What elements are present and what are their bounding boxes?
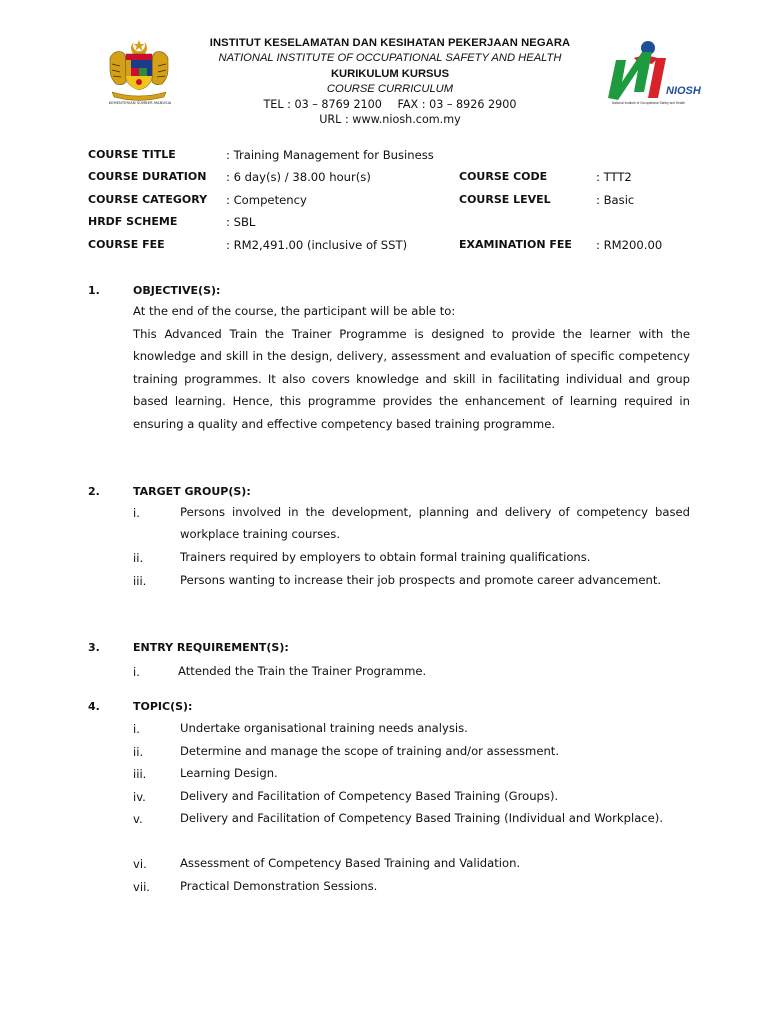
topic-item-number: ii. bbox=[133, 745, 144, 759]
topic-item-text: Delivery and Facilitation of Competency Based Training (Individual and Workplace). bbox=[180, 811, 664, 825]
objectives-body: This Advanced Train the Trainer Programme is designed to provide the learner with the knowledge and skill in the design, delivery, assessment and evaluation of specific competency training programmes. It also covers knowledge and skill in facilitating individual and group based learning. Hence, this programme provides the enhancement of learning required in ensuring a quality and effective competency based training programme. bbox=[133, 326, 690, 431]
topic-item-number: vi. bbox=[133, 857, 147, 871]
course-level-label: COURSE LEVEL bbox=[459, 193, 551, 206]
hrdf-scheme-label: HRDF SCHEME bbox=[88, 215, 178, 228]
examination-fee-value: : RM200.00 bbox=[596, 238, 663, 252]
objectives-paragraph bbox=[133, 300, 690, 436]
course-duration-label: COURSE DURATION bbox=[88, 170, 207, 183]
topic-item-number: vii. bbox=[133, 880, 150, 894]
target-item-number: ii. bbox=[133, 551, 144, 565]
target-item-number: i. bbox=[133, 506, 140, 520]
topic-item-text: Undertake organisational training needs analysis. bbox=[180, 721, 468, 735]
topic-item-number: iv. bbox=[133, 790, 146, 804]
topic-item-number: iii. bbox=[133, 767, 147, 781]
target-item-text: Persons involved in the development, planning and delivery of competency based workplace training courses. bbox=[180, 505, 690, 542]
course-category-label: COURSE CATEGORY bbox=[88, 193, 208, 206]
section-objectives-number: 1. bbox=[88, 284, 100, 297]
document-header bbox=[200, 36, 580, 128]
examination-fee-label: EXAMINATION FEE bbox=[459, 238, 572, 251]
course-fee-label: COURSE FEE bbox=[88, 238, 165, 251]
entry-item-number: i. bbox=[133, 665, 140, 679]
section-target-number: 2. bbox=[88, 485, 100, 498]
topic-item-text: Delivery and Facilitation of Competency Based Training (Groups). bbox=[180, 789, 559, 803]
org-name-english: NATIONAL INSTITUTE OF OCCUPATIONAL SAFETY AND HEALTH bbox=[218, 52, 562, 65]
section-topics-title: TOPIC(S): bbox=[133, 700, 193, 713]
topic-item-number: i. bbox=[133, 722, 140, 736]
contact-line bbox=[200, 97, 580, 112]
section-entry-number: 3. bbox=[88, 641, 100, 654]
course-level-value: : Basic bbox=[596, 193, 635, 207]
org-name-malay: INSTITUT KESELAMATAN DAN KESIHATAN PEKERJAAN NEGARA bbox=[209, 37, 571, 49]
course-title-label: COURSE TITLE bbox=[88, 148, 176, 161]
target-item-number: iii. bbox=[133, 574, 147, 588]
crest-caption: KEMENTERIAN SUMBER MANUSIA bbox=[108, 101, 172, 105]
section-entry-title: ENTRY REQUIREMENT(S): bbox=[133, 641, 289, 654]
target-item-text: Trainers required by employers to obtain formal training qualifications. bbox=[180, 550, 591, 564]
objectives-intro: At the end of the course, the participant will be able to: bbox=[133, 304, 456, 318]
malaysia-coat-of-arms-icon bbox=[104, 36, 174, 106]
course-code-value: : TTT2 bbox=[596, 170, 632, 184]
target-item-text: Persons wanting to increase their job prospects and promote career advancement. bbox=[180, 573, 662, 587]
entry-item-text: Attended the Train the Trainer Programme. bbox=[178, 664, 427, 678]
section-target-title: TARGET GROUP(S): bbox=[133, 485, 251, 498]
course-duration-value: : 6 day(s) / 38.00 hour(s) bbox=[226, 170, 371, 184]
course-category-value: : Competency bbox=[226, 193, 307, 207]
topic-item-text: Assessment of Competency Based Training and Validation. bbox=[180, 856, 521, 870]
course-title-value: : Training Management for Business bbox=[226, 148, 434, 162]
section-topics-number: 4. bbox=[88, 700, 100, 713]
niosh-logo-text: NIOSH bbox=[666, 85, 701, 97]
curriculum-title-english: COURSE CURRICULUM bbox=[326, 82, 454, 95]
topic-item-text: Determine and manage the scope of training and/or assessment. bbox=[180, 744, 560, 758]
niosh-logo-subtext: National Institute of Occupational Safety and Health bbox=[612, 101, 686, 105]
hrdf-scheme-value: : SBL bbox=[226, 215, 256, 229]
topic-item-number: v. bbox=[133, 812, 143, 826]
section-objectives-title: OBJECTIVE(S): bbox=[133, 284, 221, 297]
topic-item-text: Practical Demonstration Sessions. bbox=[180, 879, 378, 893]
curriculum-title-malay: KURIKULUM KURSUS bbox=[330, 67, 450, 80]
niosh-logo-icon bbox=[604, 38, 714, 108]
course-code-label: COURSE CODE bbox=[459, 170, 548, 183]
tel-number: TEL : 03 – 8769 2100 bbox=[263, 98, 382, 112]
topic-item-text: Learning Design. bbox=[180, 766, 278, 780]
website-url: URL : www.niosh.com.my bbox=[319, 113, 461, 127]
fax-number: FAX : 03 – 8926 2900 bbox=[397, 98, 517, 112]
course-fee-value: : RM2,491.00 (inclusive of SST) bbox=[226, 238, 408, 252]
